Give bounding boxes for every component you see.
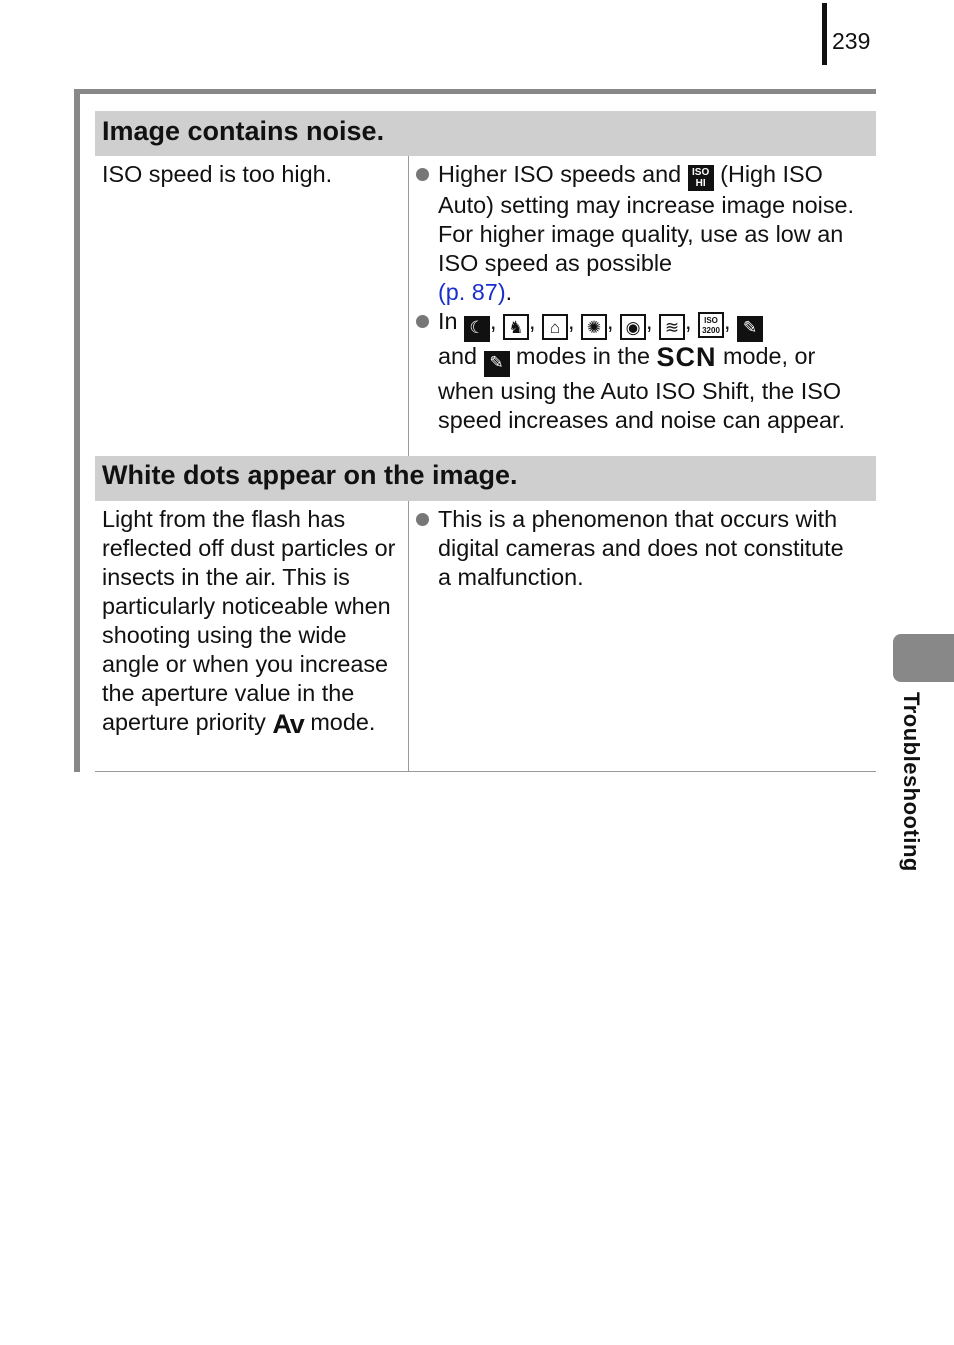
page-number: 239 xyxy=(832,28,871,54)
remedy-text: Higher ISO speeds and xyxy=(438,161,688,187)
iso-hi-icon: ISO HI xyxy=(688,165,714,191)
fireworks-icon: ✺ xyxy=(581,314,607,340)
indoor-icon: ⌂ xyxy=(542,314,568,340)
underwater-icon: ◉ xyxy=(620,314,646,340)
iso3200-icon: ISO 3200 xyxy=(698,312,724,338)
table-bottom-rule xyxy=(95,771,876,772)
section-heading-noise: Image contains noise. xyxy=(95,111,876,156)
remedy-cell-noise xyxy=(416,160,871,435)
remedy-cell-white-dots xyxy=(416,505,856,592)
night-snapshot-icon: ☾ xyxy=(464,316,490,342)
remedy-text: (High ISO Auto) setting may increase image noise. For higher image quality, use as low an ISO speed as possible xyxy=(438,161,855,276)
kids-pets-icon: ♞ xyxy=(503,314,529,340)
column-divider xyxy=(408,501,409,772)
column-divider xyxy=(408,156,409,456)
section-heading-white-dots: White dots appear on the image. xyxy=(95,456,876,501)
av-mode-icon: Av xyxy=(272,709,304,739)
bullet-icon xyxy=(416,315,429,328)
cause-text-noise: ISO speed is too high. xyxy=(102,161,333,187)
bullet-icon xyxy=(416,168,429,181)
cause-text-white-dots: Light from the flash has reflected off dust particles or insects in the air. This is particularly noticeable when shooting using the wide angle or when you increase the aperture value in the aperture priority Av mode. xyxy=(102,506,396,739)
color-accent-icon: ✎ xyxy=(737,316,763,342)
remedy-item-phenomenon: This is a phenomenon that occurs with digital cameras and does not constitute a malfunction. xyxy=(416,505,856,592)
top-rule xyxy=(74,89,876,94)
aquarium-icon: ≋ xyxy=(659,314,685,340)
chapter-label: Troubleshooting xyxy=(899,692,924,872)
chapter-tab xyxy=(893,634,954,682)
remedy-item-scene-modes: In ☾ , ♞ , ⌂ , ✺ , ◉ , ≋ , ISO 3200 , ✎ and ✎ modes in the SCN mode, or when using the Auto ISO Shift, the ISO speed increases and noise can appear. xyxy=(416,307,871,435)
color-swap-icon: ✎ xyxy=(484,351,510,377)
bullet-icon xyxy=(416,513,429,526)
page-number-bar xyxy=(822,3,827,65)
remedy-item-high-iso: Higher ISO speeds and ISO HI (High ISO Auto) setting may increase image noise. For higher image quality, use as low an ISO speed as possible (p. 87). xyxy=(416,160,871,307)
left-rule xyxy=(74,89,80,772)
scn-mode-icon: SCN xyxy=(656,342,717,372)
page-link-87[interactable]: (p. 87) xyxy=(438,279,506,305)
